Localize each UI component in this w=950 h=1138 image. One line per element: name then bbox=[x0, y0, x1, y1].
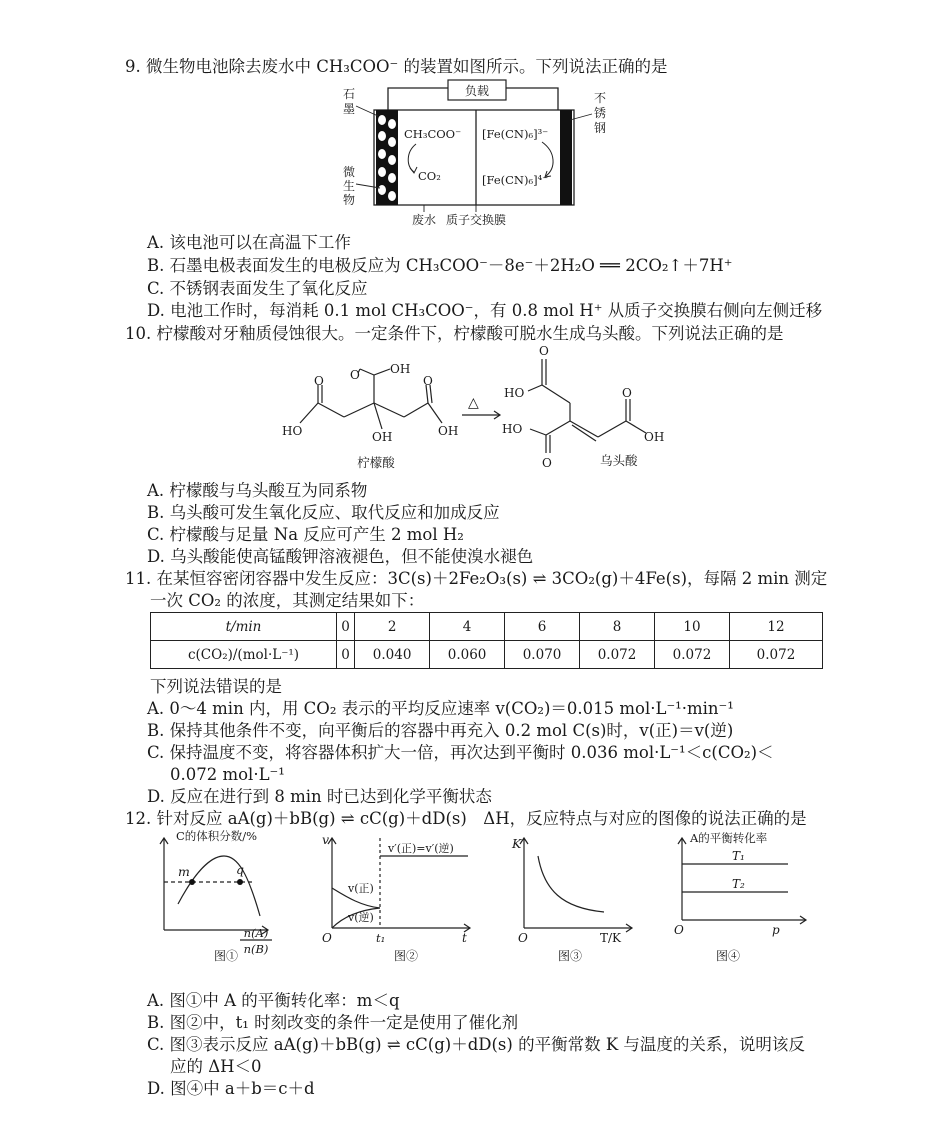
q9-stem: 9. 微生物电池除去废水中 CH₃COO⁻ 的装置如图所示。下列说法正确的是 bbox=[125, 57, 668, 76]
fig-fe4: [Fe(CN)₆]⁴⁻ bbox=[482, 173, 549, 187]
fig-fe3: [Fe(CN)₆]³⁻ bbox=[482, 127, 549, 141]
fig-steel-label: 不 bbox=[594, 91, 607, 105]
svg-text:T₁: T₁ bbox=[732, 849, 745, 863]
q11-option-c: C. 保持温度不变，将容器体积扩大一倍，再次达到平衡时 0.036 mol·L⁻¹＜c(CO₂)＜ bbox=[147, 743, 774, 762]
svg-text:T₂: T₂ bbox=[732, 877, 745, 891]
svg-text:q: q bbox=[236, 862, 245, 877]
table-cell: 0.072 bbox=[580, 641, 655, 669]
svg-text:t: t bbox=[462, 931, 467, 945]
table-cell: 2 bbox=[355, 613, 430, 641]
q11-option-c-cont: 0.072 mol·L⁻¹ bbox=[170, 765, 285, 784]
q10-option-c: C. 柠檬酸与足量 Na 反应可产生 2 mol H₂ bbox=[147, 525, 464, 544]
q11-stem-line2: 一次 CO₂ 的浓度，其测定结果如下： bbox=[150, 591, 425, 610]
q12-option-b: B. 图②中，t₁ 时刻改变的条件一定是使用了催化剂 bbox=[147, 1013, 519, 1032]
citric-acid-label: 柠檬酸 bbox=[357, 455, 395, 470]
svg-text:T/K: T/K bbox=[600, 931, 622, 945]
q10-option-b: B. 乌头酸可发生氧化反应、取代反应和加成反应 bbox=[147, 503, 500, 522]
svg-text:OH: OH bbox=[438, 424, 459, 438]
table-cell: 0 bbox=[337, 613, 355, 641]
svg-text:墨: 墨 bbox=[343, 102, 356, 116]
fig2-caption: 图② bbox=[394, 949, 419, 963]
q12-option-d: D. 图④中 a＋b＝c＋d bbox=[147, 1079, 315, 1098]
svg-text:O: O bbox=[322, 931, 332, 945]
svg-text:n(B): n(B) bbox=[243, 942, 269, 956]
q9-option-b: B. 石墨电极表面发生的电极反应为 CH₃COO⁻－8e⁻＋2H₂O ══ 2CO₂↑＋7H⁺ bbox=[147, 256, 733, 275]
q10-option-a: A. 柠檬酸与乌头酸互为同系物 bbox=[147, 481, 368, 500]
aconitic-acid-label: 乌头酸 bbox=[600, 453, 638, 468]
svg-text:O: O bbox=[314, 374, 324, 388]
table-cell: 0 bbox=[337, 641, 355, 669]
svg-text:O: O bbox=[350, 368, 360, 382]
q10-option-d: D. 乌头酸能使高锰酸钾溶液褪色，但不能使溴水褪色 bbox=[147, 547, 534, 566]
svg-text:HO: HO bbox=[502, 422, 523, 436]
svg-text:O: O bbox=[518, 931, 528, 945]
fig-membrane-label: 质子交换膜 bbox=[445, 213, 507, 227]
svg-text:钢: 钢 bbox=[594, 121, 607, 135]
fig-graphite-label: 石 bbox=[343, 87, 356, 101]
svg-text:O: O bbox=[542, 456, 552, 470]
table-head-conc: c(CO₂)/(mol·L⁻¹) bbox=[151, 641, 337, 669]
q11-data-table bbox=[150, 612, 823, 669]
svg-text:物: 物 bbox=[343, 193, 356, 207]
q12-option-c: C. 图③表示反应 aA(g)＋bB(g) ⇌ cC(g)＋dD(s) 的平衡常数 K 与温度的关系，说明该反 bbox=[147, 1035, 805, 1054]
q11-option-d: D. 反应在进行到 8 min 时已达到化学平衡状态 bbox=[147, 787, 492, 806]
table-cell: 0.040 bbox=[355, 641, 430, 669]
svg-text:p: p bbox=[772, 923, 780, 937]
svg-text:锈: 锈 bbox=[594, 106, 607, 120]
q11-prompt: 下列说法错误的是 bbox=[150, 677, 282, 696]
fig-load-label: 负载 bbox=[464, 84, 490, 98]
svg-text:m: m bbox=[178, 864, 190, 879]
q12-figure-3 bbox=[508, 830, 638, 965]
q12-figure-1 bbox=[150, 830, 290, 965]
table-cell: 0.060 bbox=[430, 641, 505, 669]
table-cell: 0.072 bbox=[730, 641, 823, 669]
q12-option-c-cont: 应的 ΔH＜0 bbox=[170, 1057, 262, 1076]
svg-text:v(正): v(正) bbox=[348, 882, 374, 895]
svg-text:v: v bbox=[322, 832, 330, 847]
fig3-caption: 图③ bbox=[558, 949, 583, 963]
q12-option-a: A. 图①中 A 的平衡转化率：m＜q bbox=[147, 991, 400, 1010]
table-cell: 0.072 bbox=[655, 641, 730, 669]
svg-text:OH: OH bbox=[644, 430, 665, 444]
table-cell: 0.070 bbox=[505, 641, 580, 669]
q9-battery-figure bbox=[338, 80, 628, 230]
svg-text:n(A): n(A) bbox=[243, 926, 269, 940]
svg-text:v(逆): v(逆) bbox=[348, 911, 374, 924]
svg-text:t₁: t₁ bbox=[376, 931, 386, 945]
table-cell: 8 bbox=[580, 613, 655, 641]
fig1-caption: 图① bbox=[214, 949, 239, 963]
q11-stem-line1: 11. 在某恒容密闭容器中发生反应：3C(s)＋2Fe₂O₃(s) ⇌ 3CO₂(g)＋4Fe(s)，每隔 2 min 测定 bbox=[125, 569, 828, 588]
q9-option-d: D. 电池工作时，每消耗 0.1 mol CH₃COO⁻，有 0.8 mol H⁺ 从质子交换膜右侧向左侧迁移 bbox=[147, 301, 823, 320]
q10-stem: 10. 柠檬酸对牙釉质侵蚀很大。一定条件下，柠檬酸可脱水生成乌头酸。下列说法正确的是 bbox=[125, 324, 784, 343]
svg-text:K: K bbox=[512, 836, 522, 851]
table-cell: 4 bbox=[430, 613, 505, 641]
svg-text:O: O bbox=[622, 386, 632, 400]
fig4-caption: 图④ bbox=[716, 949, 741, 963]
q9-option-a: A. 该电池可以在高温下工作 bbox=[147, 233, 351, 252]
q11-option-a: A. 0～4 min 内，用 CO₂ 表示的平均反应速率 v(CO₂)＝0.015 mol·L⁻¹·min⁻¹ bbox=[147, 699, 734, 718]
q11-option-b: B. 保持其他条件不变，向平衡后的容器中再充入 0.2 mol C(s)时，v(正)＝v(逆) bbox=[147, 721, 734, 740]
table-cell: 6 bbox=[505, 613, 580, 641]
svg-text:A的平衡转化率: A的平衡转化率 bbox=[690, 831, 768, 845]
table-row-concentration bbox=[151, 641, 823, 669]
svg-text:O: O bbox=[423, 374, 433, 388]
table-row-time bbox=[151, 613, 823, 641]
fig-acetate: CH₃COO⁻ bbox=[404, 127, 462, 141]
svg-text:HO: HO bbox=[282, 424, 303, 438]
svg-text:HO: HO bbox=[504, 386, 525, 400]
fig1-ylabel: C的体积分数/% bbox=[176, 829, 258, 843]
svg-text:v′(正)=v′(逆): v′(正)=v′(逆) bbox=[388, 842, 454, 855]
table-cell: 12 bbox=[730, 613, 823, 641]
fig-co2: CO₂ bbox=[418, 169, 441, 183]
table-cell: 10 bbox=[655, 613, 730, 641]
svg-text:O: O bbox=[674, 923, 684, 937]
q10-structures-figure bbox=[280, 345, 680, 473]
svg-text:OH: OH bbox=[390, 362, 411, 376]
fig-wastewater-label: 废水 bbox=[412, 213, 437, 227]
table-head-time: t/min bbox=[151, 613, 337, 641]
svg-text:OH: OH bbox=[372, 430, 393, 444]
q12-stem: 12. 针对反应 aA(g)＋bB(g) ⇌ cC(g)＋dD(s) ΔH，反应特点与对应的图像的说法正确的是 bbox=[125, 809, 807, 828]
svg-text:△: △ bbox=[468, 395, 479, 411]
q12-figure-2 bbox=[318, 830, 478, 965]
fig-microbe-label: 微 bbox=[343, 165, 356, 179]
q9-option-c: C. 不锈钢表面发生了氧化反应 bbox=[147, 279, 368, 298]
q12-figure-4 bbox=[672, 830, 812, 965]
svg-text:O: O bbox=[539, 344, 549, 358]
svg-text:生: 生 bbox=[343, 179, 356, 193]
